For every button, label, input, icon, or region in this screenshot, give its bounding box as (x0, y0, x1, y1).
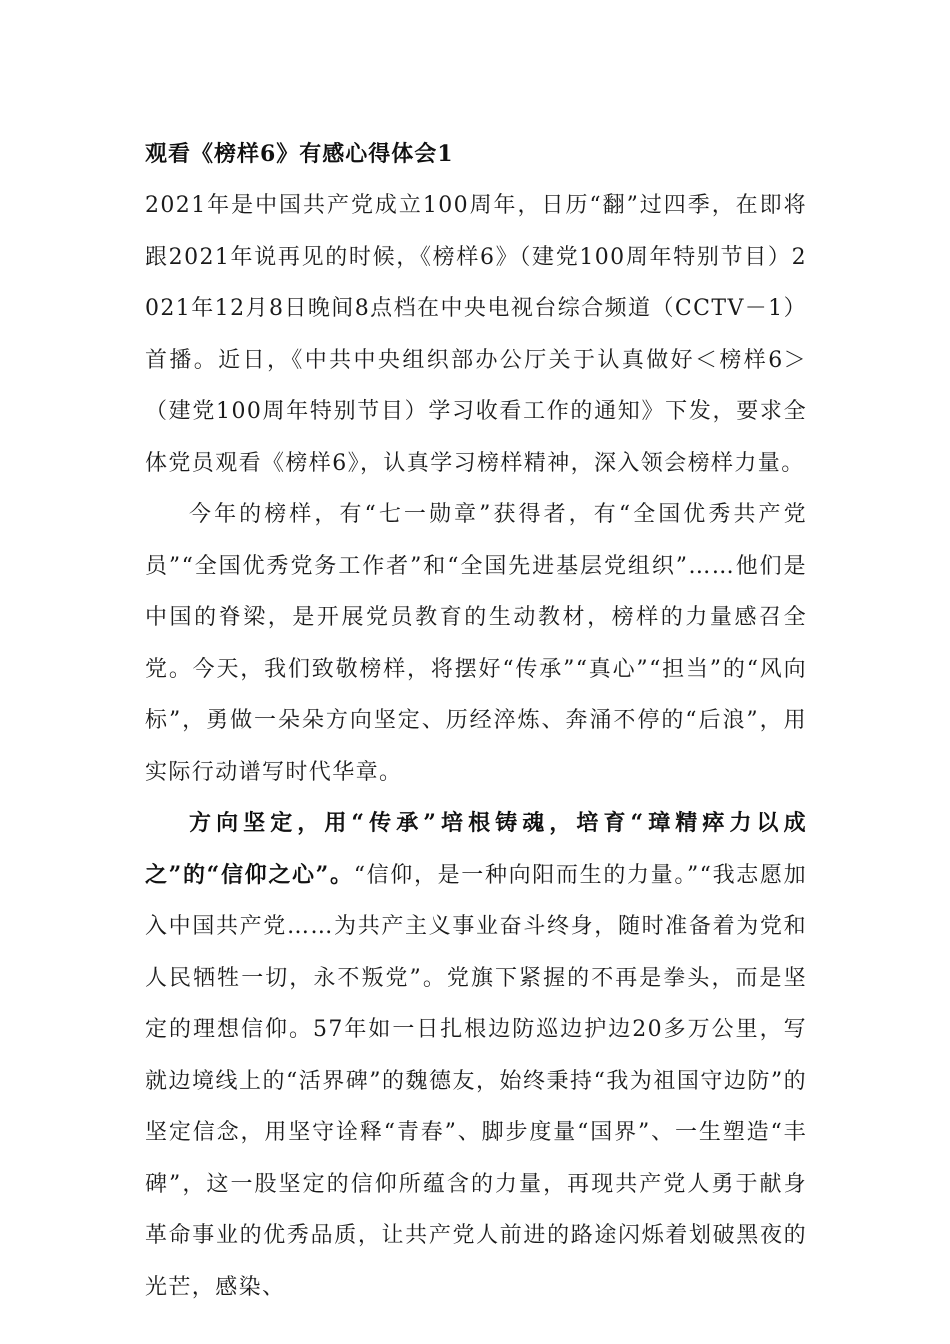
paragraph-direction (145, 798, 807, 1313)
document-body (145, 128, 807, 1313)
paragraph-lead-sentence: 方向坚定，用“传承”培根铸魂，培育“璋精瘁力以成之”的“信仰之心”。 (145, 810, 807, 888)
paragraph-intro (145, 180, 807, 489)
document-title: 观看《榜样6》有感心得体会1 (145, 141, 454, 167)
paragraph-text: 今年的榜样，有“七一勋章”获得者，有“全国优秀共产党员”“全国优秀党务工作者”和“全国先进基层党组织”……他们是中国的脊梁，是开展党员教育的生动教材，榜样的力量感召全党。今天，我们致敬榜样，将摆好“传承”“真心”“担当”的“风向标”，勇做一朵朵方向坚定、历经淬炼、奔涌不停的“后浪”，用实际行动谱写时代华章。 (145, 502, 807, 785)
paragraph-text: “信仰，是一种向阳而生的力量。”“我志愿加入中国共产党……为共产主义事业奋斗终身，随时准备着为党和人民牺牲一切，永不叛党”。党旗下紧握的不再是拳头，而是坚定的理想信仰。57年如一日扎根边防巡边护边20多万公里，写就边境线上的“活界碑”的魏德友，始终秉持“我为祖国守边防”的坚定信念，用坚守诠释“青春”、脚步度量“国界”、一生塑造“丰碑”，这一股坚定的信仰所蕴含的力量，再现共产党人勇于献身革命事业的优秀品质，让共产党人前进的路途闪烁着划破黑夜的光芒，感染、 (145, 862, 807, 1300)
paragraph-text: 2021年是中国共产党成立100周年，日历“翻”过四季，在即将跟2021年说再见的时候，《榜样6》（建党100周年特别节目）2021年12月8日晚间8点档在中央电视台综合频道（CCTV－1）首播。近日，《中共中央组织部办公厅关于认真做好＜榜样6＞（建党100周年特别节目）学习收看工作的通知》下发，要求全体党员观看《榜样6》，认真学习榜样精神，深入领会榜样力量。 (145, 193, 807, 476)
paragraph-role-models (145, 489, 807, 798)
